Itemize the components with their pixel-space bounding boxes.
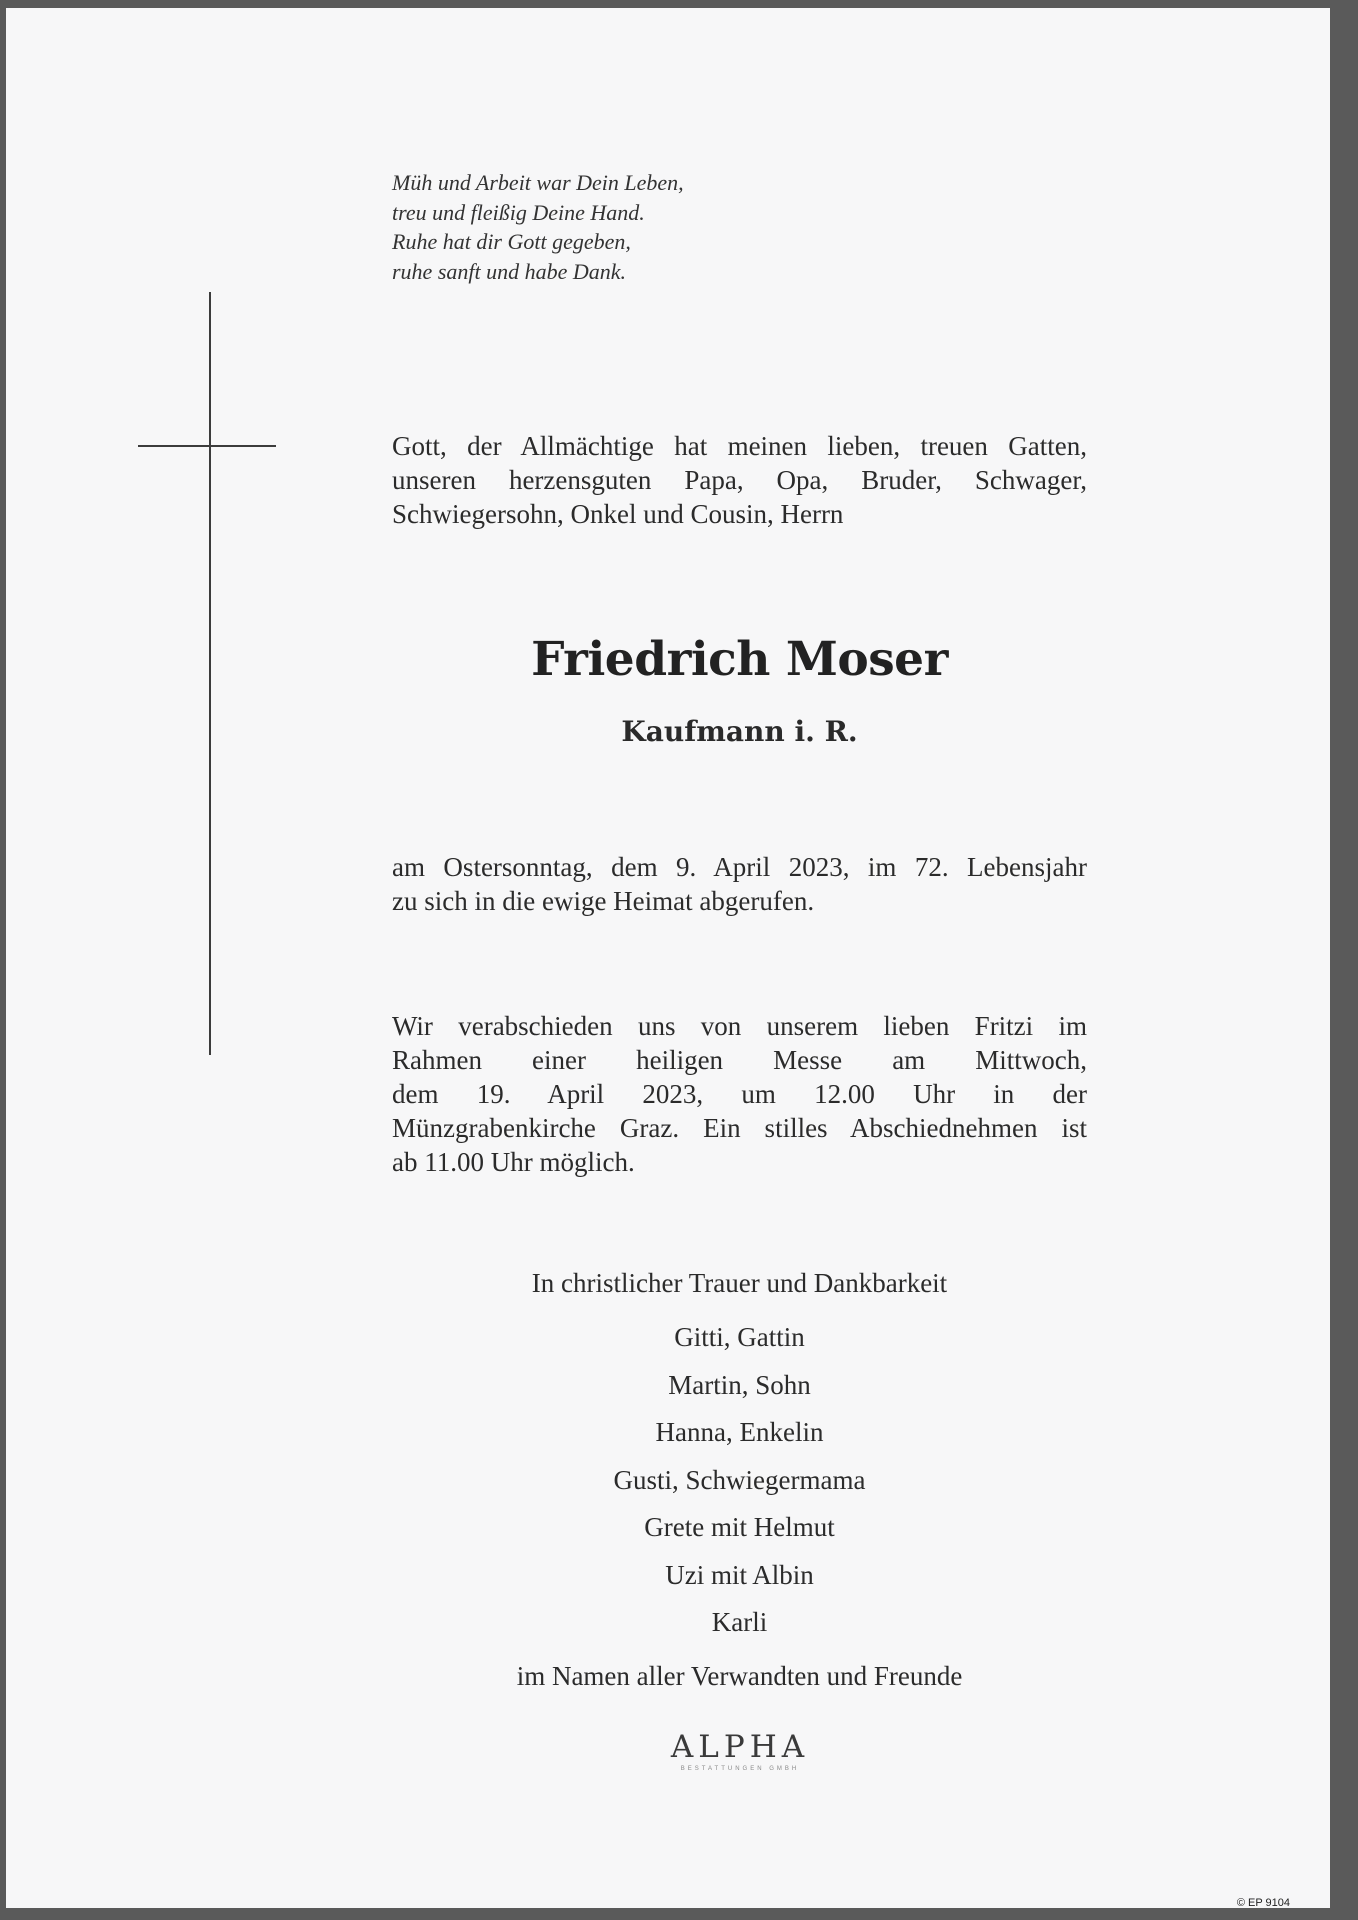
funeral-home-logo: [566, 1729, 914, 1773]
ceremony-line: ab 11.00 Uhr möglich.: [392, 1147, 635, 1177]
ceremony-text: [392, 1009, 1087, 1179]
logo-sub-text: BESTATTUNGEN GMBH: [680, 1766, 800, 1772]
mourner-name: Gitti, Gattin: [674, 1322, 805, 1352]
mourner-name: Grete mit Helmut: [644, 1512, 835, 1542]
ceremony-line: dem 19. April 2023, um 12.00 Uhr in der: [392, 1079, 1087, 1109]
obituary-sheet: [6, 8, 1330, 1908]
memorial-poem: [392, 168, 792, 286]
ceremony-line: Münzgrabenkirche Graz. Ein stilles Abschiednehmen ist: [392, 1113, 1087, 1143]
template-code: © EP 9104: [1236, 1897, 1290, 1909]
announcement-line: unseren herzensguten Papa, Opa, Bruder, Schwager,: [392, 465, 1087, 495]
deceased-title: Kaufmann i. R.: [621, 715, 858, 748]
date-text: [392, 850, 1087, 918]
cross-vertical-bar: [209, 292, 211, 1055]
announcement-line: Gott, der Allmächtige hat meinen lieben, treuen Gatten,: [392, 431, 1087, 461]
cross-horizontal-bar: [138, 445, 276, 447]
poem-line: Ruhe hat dir Gott gegeben,: [392, 229, 631, 254]
announcement-line: Schwiegersohn, Onkel und Cousin, Herrn: [392, 499, 844, 529]
logo-main-text: ALPHA: [670, 1729, 810, 1765]
deceased-name: Friedrich Moser: [531, 632, 948, 687]
poem-line: treu und fleißig Deine Hand.: [392, 199, 645, 225]
mourners-signoff: [392, 1266, 1087, 1693]
mourner-name: Uzi mit Albin: [665, 1559, 814, 1590]
signoff-outro: im Namen aller Verwandten und Freunde: [516, 1660, 963, 1691]
poem-line: Müh und Arbeit war Dein Leben,: [392, 170, 684, 195]
mourner-name: Hanna, Enkelin: [655, 1417, 824, 1447]
signoff-intro: In christlicher Trauer und Dankbarkeit: [531, 1268, 948, 1298]
date-line: am Ostersonntag, dem 9. April 2023, im 72. Lebensjahr: [392, 852, 1087, 882]
ceremony-line: Wir verabschieden uns von unserem lieben Fritzi im: [392, 1011, 1087, 1041]
mourner-name: Karli: [711, 1607, 768, 1637]
mourner-name: Gusti, Schwiegermama: [613, 1464, 866, 1495]
date-line: zu sich in die ewige Heimat abgerufen.: [392, 886, 815, 916]
mourner-name: Martin, Sohn: [668, 1369, 811, 1400]
announcement-text: [392, 429, 1087, 531]
poem-line: ruhe sanft und habe Dank.: [392, 258, 627, 284]
ceremony-line: Rahmen einer heiligen Messe am Mittwoch,: [392, 1045, 1087, 1075]
